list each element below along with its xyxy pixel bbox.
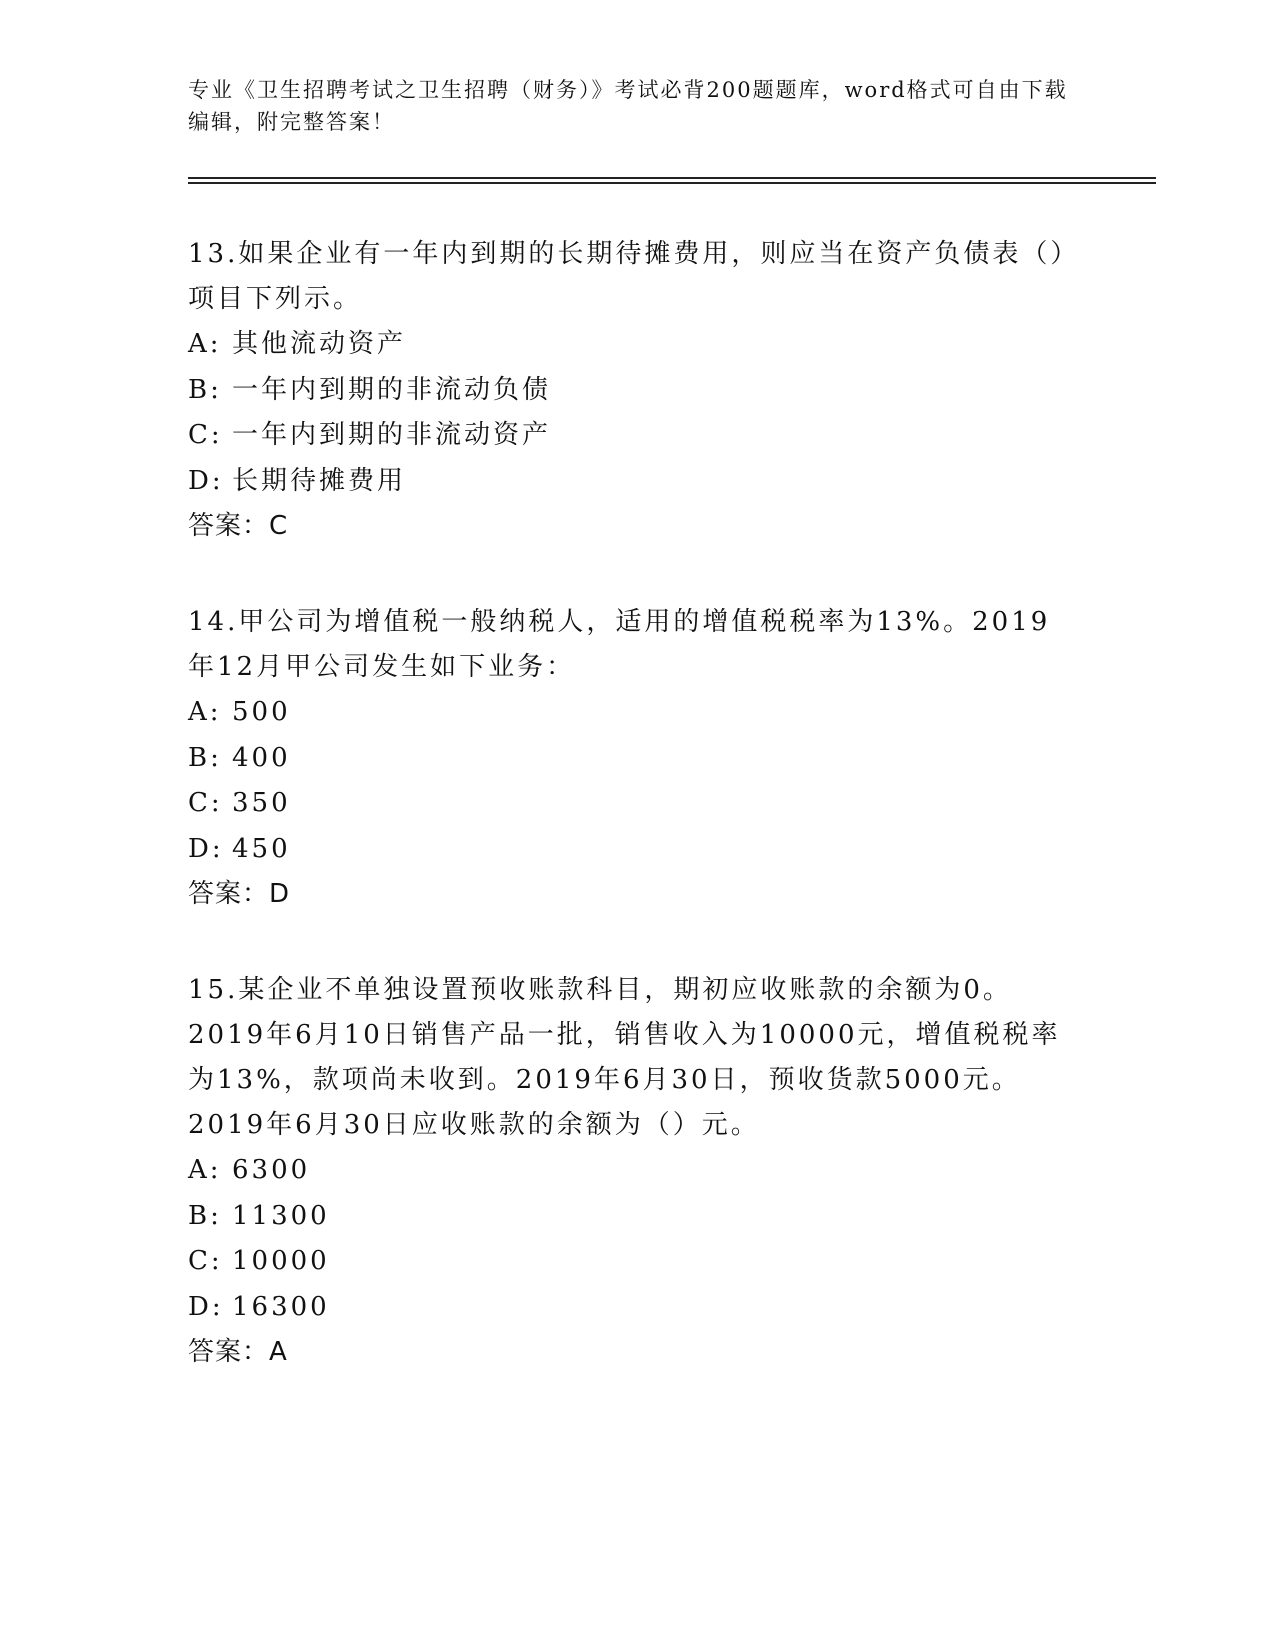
option-text: 350 — [232, 788, 291, 818]
option-key: D: — [188, 1291, 224, 1322]
option-key: A: — [188, 329, 222, 359]
option-key: C: — [188, 420, 223, 450]
option-text: 10000 — [232, 1246, 330, 1276]
option-text: 450 — [232, 833, 291, 864]
option-a — [188, 1148, 1068, 1194]
option-c — [188, 1239, 1068, 1285]
answer-line: 答案：C — [188, 511, 289, 541]
option-list — [188, 322, 1068, 504]
answer-line: 答案：A — [188, 1337, 288, 1367]
option-text: 其他流动资产 — [232, 329, 407, 359]
option-a — [188, 322, 1068, 368]
option-key: A: — [188, 1155, 222, 1185]
option-key: D: — [188, 833, 224, 864]
question-14 — [188, 600, 1068, 917]
option-list — [188, 690, 1068, 872]
option-text: 16300 — [232, 1291, 330, 1322]
question-stem: 13.如果企业有一年内到期的长期待摊费用，则应当在资产负债表（）项目下列示。 — [188, 239, 1067, 314]
option-text: 400 — [232, 742, 291, 773]
option-text: 500 — [232, 697, 291, 727]
option-key: B: — [188, 374, 222, 405]
option-b — [188, 1194, 1068, 1240]
option-a — [188, 690, 1068, 736]
option-key: D: — [188, 465, 224, 496]
option-b — [188, 368, 1068, 414]
question-15 — [188, 968, 1068, 1375]
option-d — [188, 459, 1068, 505]
header-rule-bottom — [188, 182, 1156, 184]
header-note: 专业《卫生招聘考试之卫生招聘（财务）》考试必背200题题库，word格式可自由下载编辑，附完整答案！ — [188, 78, 1068, 134]
option-key: B: — [188, 742, 222, 773]
option-text: 长期待摊费用 — [232, 465, 407, 496]
header-rule-top — [188, 177, 1156, 179]
option-c — [188, 781, 1068, 827]
option-d — [188, 827, 1068, 873]
option-text: 11300 — [232, 1200, 330, 1231]
option-d — [188, 1285, 1068, 1331]
question-stem: 15.某企业不单独设置预收账款科目，期初应收账款的余额为0。2019年6月10日销售产品一批，销售收入为10000元，增值税税率为13%，款项尚未收到。2019年6月30日，预收货款5000元。2019年6月30日应收账款的余额为（）元。 — [188, 975, 1061, 1140]
option-key: B: — [188, 1200, 222, 1231]
question-stem: 14.甲公司为增值税一般纳税人，适用的增值税税率为13%。2019年12月甲公司发生如下业务： — [188, 607, 1051, 682]
option-text: 6300 — [232, 1155, 311, 1185]
question-13 — [188, 232, 1068, 549]
option-b — [188, 736, 1068, 782]
option-c — [188, 413, 1068, 459]
option-text: 一年内到期的非流动负债 — [232, 374, 552, 405]
option-key: C: — [188, 1246, 223, 1276]
answer-line: 答案：D — [188, 879, 291, 909]
option-key: C: — [188, 788, 223, 818]
option-text: 一年内到期的非流动资产 — [232, 420, 552, 450]
option-key: A: — [188, 697, 222, 727]
option-list — [188, 1148, 1068, 1330]
